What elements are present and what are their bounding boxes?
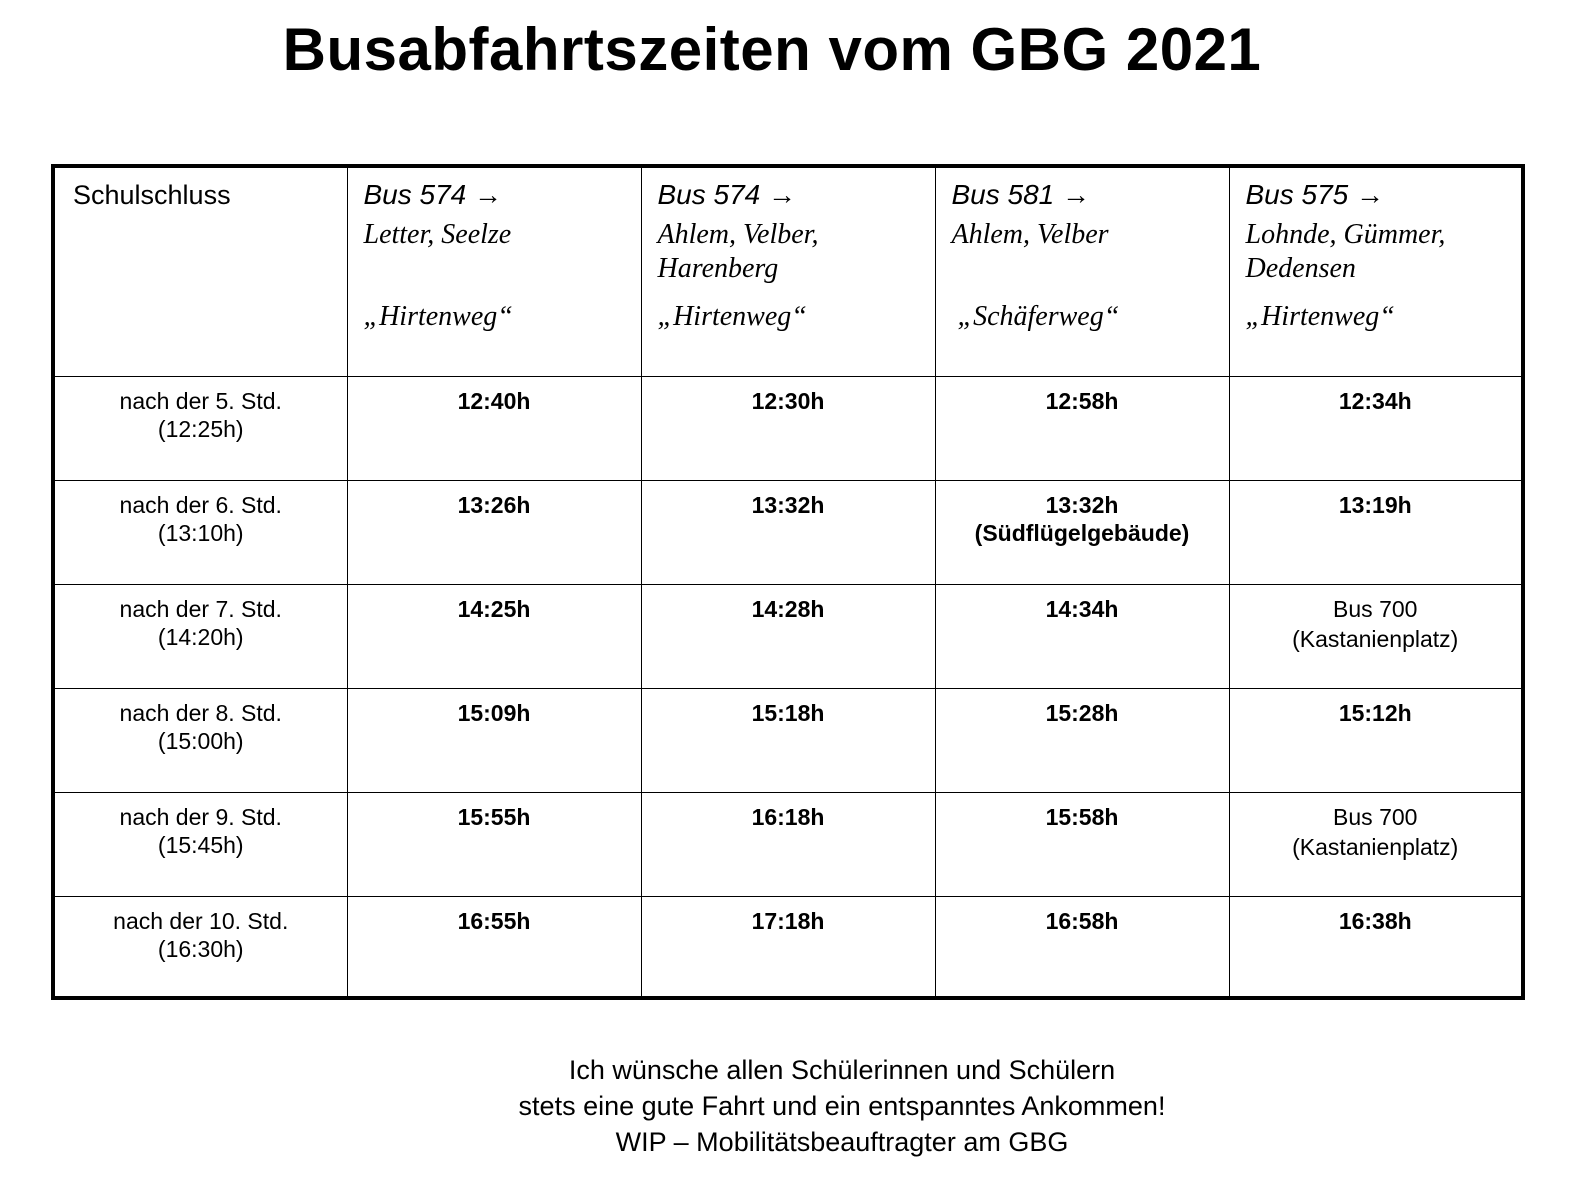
period-cell <box>53 480 347 584</box>
table-row <box>53 792 1523 896</box>
period-label: nach der 9. Std. <box>119 803 282 830</box>
period-cell <box>53 792 347 896</box>
table-row <box>53 896 1523 998</box>
departure-time: 14:34h <box>1045 595 1119 622</box>
bus-stop-label: „Hirtenweg“ <box>657 301 807 332</box>
route-header-3 <box>935 166 1229 376</box>
departure-cell <box>641 688 935 792</box>
school-end-time: (14:20h) <box>157 623 244 650</box>
departure-time: 13:19h <box>1338 491 1412 518</box>
bus-stop-label: „Hirtenweg“ <box>1245 301 1395 332</box>
departure-cell <box>347 792 641 896</box>
destinations-label: Lohnde, Gümmer, Dedensen <box>1245 219 1446 284</box>
period-cell <box>53 896 347 998</box>
page-title: Busabfahrtszeiten vom GBG 2021 <box>282 16 1262 83</box>
departure-time: 17:18h <box>751 907 825 934</box>
departure-time: 16:18h <box>751 803 825 830</box>
school-end-time: (15:45h) <box>157 831 244 858</box>
departure-time: 16:55h <box>457 907 531 934</box>
departure-cell <box>1229 896 1523 998</box>
bus-stop-label: „Hirtenweg“ <box>363 301 513 332</box>
departure-cell <box>641 896 935 998</box>
departure-cell <box>1229 480 1523 584</box>
departure-cell <box>1229 376 1523 480</box>
bus-line-label: Bus 581 → <box>951 179 1091 210</box>
period-label: nach der 5. Std. <box>119 387 282 414</box>
table-row <box>53 584 1523 688</box>
alternative-stop: (Kastanienplatz) <box>1292 625 1459 652</box>
departure-time: 12:30h <box>751 387 825 414</box>
departure-cell <box>935 896 1229 998</box>
departure-cell <box>935 584 1229 688</box>
period-label: nach der 7. Std. <box>119 595 282 622</box>
bus-line-label: Bus 575 → <box>1245 179 1385 210</box>
departure-cell <box>1229 584 1523 688</box>
departure-cell <box>347 480 641 584</box>
departure-cell <box>347 896 641 998</box>
departure-time: 14:25h <box>457 595 531 622</box>
route-header-4 <box>1229 166 1523 376</box>
departure-cell <box>347 688 641 792</box>
footer-line-3: WIP – Mobilitätsbeauftragter am GBG <box>615 1127 1069 1157</box>
school-end-time: (12:25h) <box>157 415 244 442</box>
departure-cell <box>641 792 935 896</box>
period-cell <box>53 376 347 480</box>
school-end-time: (13:10h) <box>157 519 244 546</box>
departure-note: (Südflügelgebäude) <box>974 519 1190 546</box>
departure-time: 16:38h <box>1338 907 1412 934</box>
departure-time: 15:58h <box>1045 803 1119 830</box>
table-row <box>53 688 1523 792</box>
departure-time: 16:58h <box>1045 907 1119 934</box>
route-header-1 <box>347 166 641 376</box>
departure-time: 12:58h <box>1045 387 1119 414</box>
departure-cell <box>641 584 935 688</box>
departure-cell <box>641 376 935 480</box>
departure-time: 12:40h <box>457 387 531 414</box>
departure-cell <box>1229 792 1523 896</box>
period-label: nach der 10. Std. <box>113 907 289 934</box>
departure-time: 14:28h <box>751 595 825 622</box>
departure-cell <box>935 480 1229 584</box>
departure-cell <box>935 376 1229 480</box>
departure-time: 15:09h <box>457 699 531 726</box>
school-end-time: (15:00h) <box>157 727 244 754</box>
departure-cell <box>641 480 935 584</box>
departure-cell <box>1229 688 1523 792</box>
departure-time: 15:55h <box>457 803 531 830</box>
bus-line-label: Bus 574 → <box>363 179 503 210</box>
table-row <box>53 480 1523 584</box>
period-label: nach der 6. Std. <box>119 491 282 518</box>
footer-line-2: stets eine gute Fahrt und ein entspanntes Ankommen! <box>518 1091 1166 1121</box>
departure-time: 15:18h <box>751 699 825 726</box>
departure-time: 13:26h <box>457 491 531 518</box>
destinations-label: Ahlem, Velber <box>951 219 1109 250</box>
route-header-2 <box>641 166 935 376</box>
destinations-label: Ahlem, Velber, Harenberg <box>657 219 819 284</box>
departure-time: 13:32h <box>1045 491 1119 518</box>
departure-cell <box>935 792 1229 896</box>
departure-time: 12:34h <box>1338 387 1412 414</box>
table-row <box>53 376 1523 480</box>
destinations-label: Letter, Seelze <box>363 219 512 250</box>
footer-message <box>0 1052 1588 1160</box>
departure-time: 13:32h <box>751 491 825 518</box>
departure-time: 15:12h <box>1338 699 1412 726</box>
corner-label: Schulschluss <box>53 166 347 376</box>
bus-stop-label: „Schäferweg“ <box>957 301 1120 332</box>
period-cell <box>53 584 347 688</box>
alternative-bus-line: Bus 700 <box>1333 803 1418 830</box>
footer-line-1: Ich wünsche allen Schülerinnen und Schülern <box>568 1055 1116 1085</box>
departure-time: 15:28h <box>1045 699 1119 726</box>
alternative-stop: (Kastanienplatz) <box>1292 833 1459 860</box>
period-cell <box>53 688 347 792</box>
departure-cell <box>935 688 1229 792</box>
header-row <box>53 166 1523 376</box>
departure-cell <box>347 376 641 480</box>
bus-line-label: Bus 574 → <box>657 179 797 210</box>
bus-schedule-table <box>51 164 1525 1000</box>
departure-cell <box>347 584 641 688</box>
school-end-time: (16:30h) <box>157 935 244 962</box>
alternative-bus-line: Bus 700 <box>1333 595 1418 622</box>
period-label: nach der 8. Std. <box>119 699 282 726</box>
